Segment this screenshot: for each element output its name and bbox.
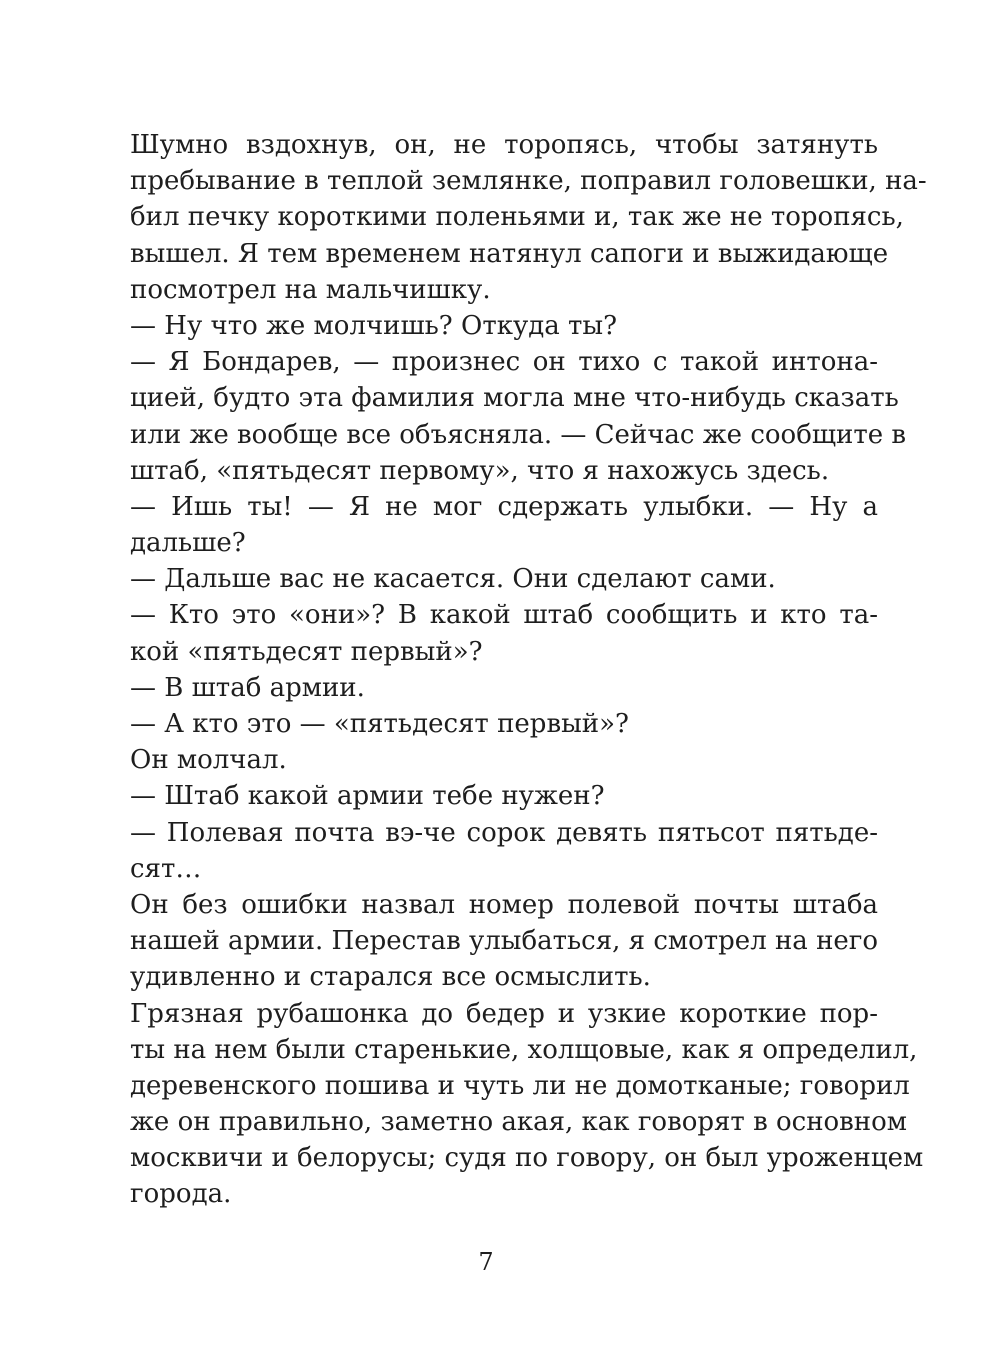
text-line: удивленно и старался все осмыслить. (130, 962, 651, 993)
text-line: дальше? (130, 528, 246, 559)
text-line: или же вообще все объясняла. — Сейчас же сообщите в (130, 419, 907, 450)
text-line: цией, будто эта фамилия могла мне что-нибудь сказать (130, 383, 899, 414)
text-line: же он правильно, заметно акая, как говорят в основном (130, 1107, 908, 1138)
text-line: штаб, «пятьдесят первому», что я нахожусь здесь. (130, 455, 830, 486)
text-line: — Полевая почта вэ-че сорок девять пятьсот пятьде- (130, 817, 878, 848)
text-line: — Я Бондарев, — произнес он тихо с такой интона- (130, 347, 878, 378)
page-number: 7 (478, 1248, 494, 1276)
text-line: — Ну что же молчишь? Откуда ты? (130, 310, 618, 341)
text-line: Он молчал. (130, 745, 287, 776)
text-line: сят… (130, 853, 202, 884)
text-line: пребывание в теплой землянке, поправил головешки, на- (130, 166, 927, 197)
text-line: нашей армии. Перестав улыбаться, я смотрел на него (130, 926, 879, 957)
text-line: — А кто это — «пятьдесят первый»? (130, 709, 629, 739)
text-line: — Штаб какой армии тебе нужен? (130, 781, 605, 812)
text-line: вышел. Я тем временем натянул сапоги и выжидающе (130, 238, 889, 269)
text-line: — Кто это «они»? В какой штаб сообщить и кто та- (130, 600, 878, 631)
text-line: кой «пятьдесят первый»? (130, 636, 483, 667)
text-line: Грязная рубашонка до бедер и узкие короткие пор- (130, 998, 878, 1029)
text-line: — Ишь ты! — Я не мог сдержать улыбки. — Ну а (130, 491, 878, 522)
text-line: деревенского пошива и чуть ли не домотканые; говорил (130, 1070, 910, 1101)
text-line: посмотрел на мальчишку. (130, 274, 491, 305)
text-line: бил печку короткими поленьями и, так же не торопясь, (130, 202, 904, 233)
text-line: — Дальше вас не касается. Они сделают сами. (130, 564, 776, 595)
text-line: Шумно вздохнув, он, не торопясь, чтобы затянуть (130, 130, 878, 160)
text-line: москвичи и белорусы; судя по говору, он был уроженцем (130, 1143, 924, 1174)
text-line: города. (130, 1179, 232, 1210)
body-text (130, 127, 927, 1213)
text-line: ты на нем были старенькие, холщовые, как я определил, (130, 1034, 918, 1065)
text-line: — В штаб армии. (130, 672, 365, 703)
text-line: Он без ошибки назвал номер полевой почты штаба (130, 889, 878, 920)
